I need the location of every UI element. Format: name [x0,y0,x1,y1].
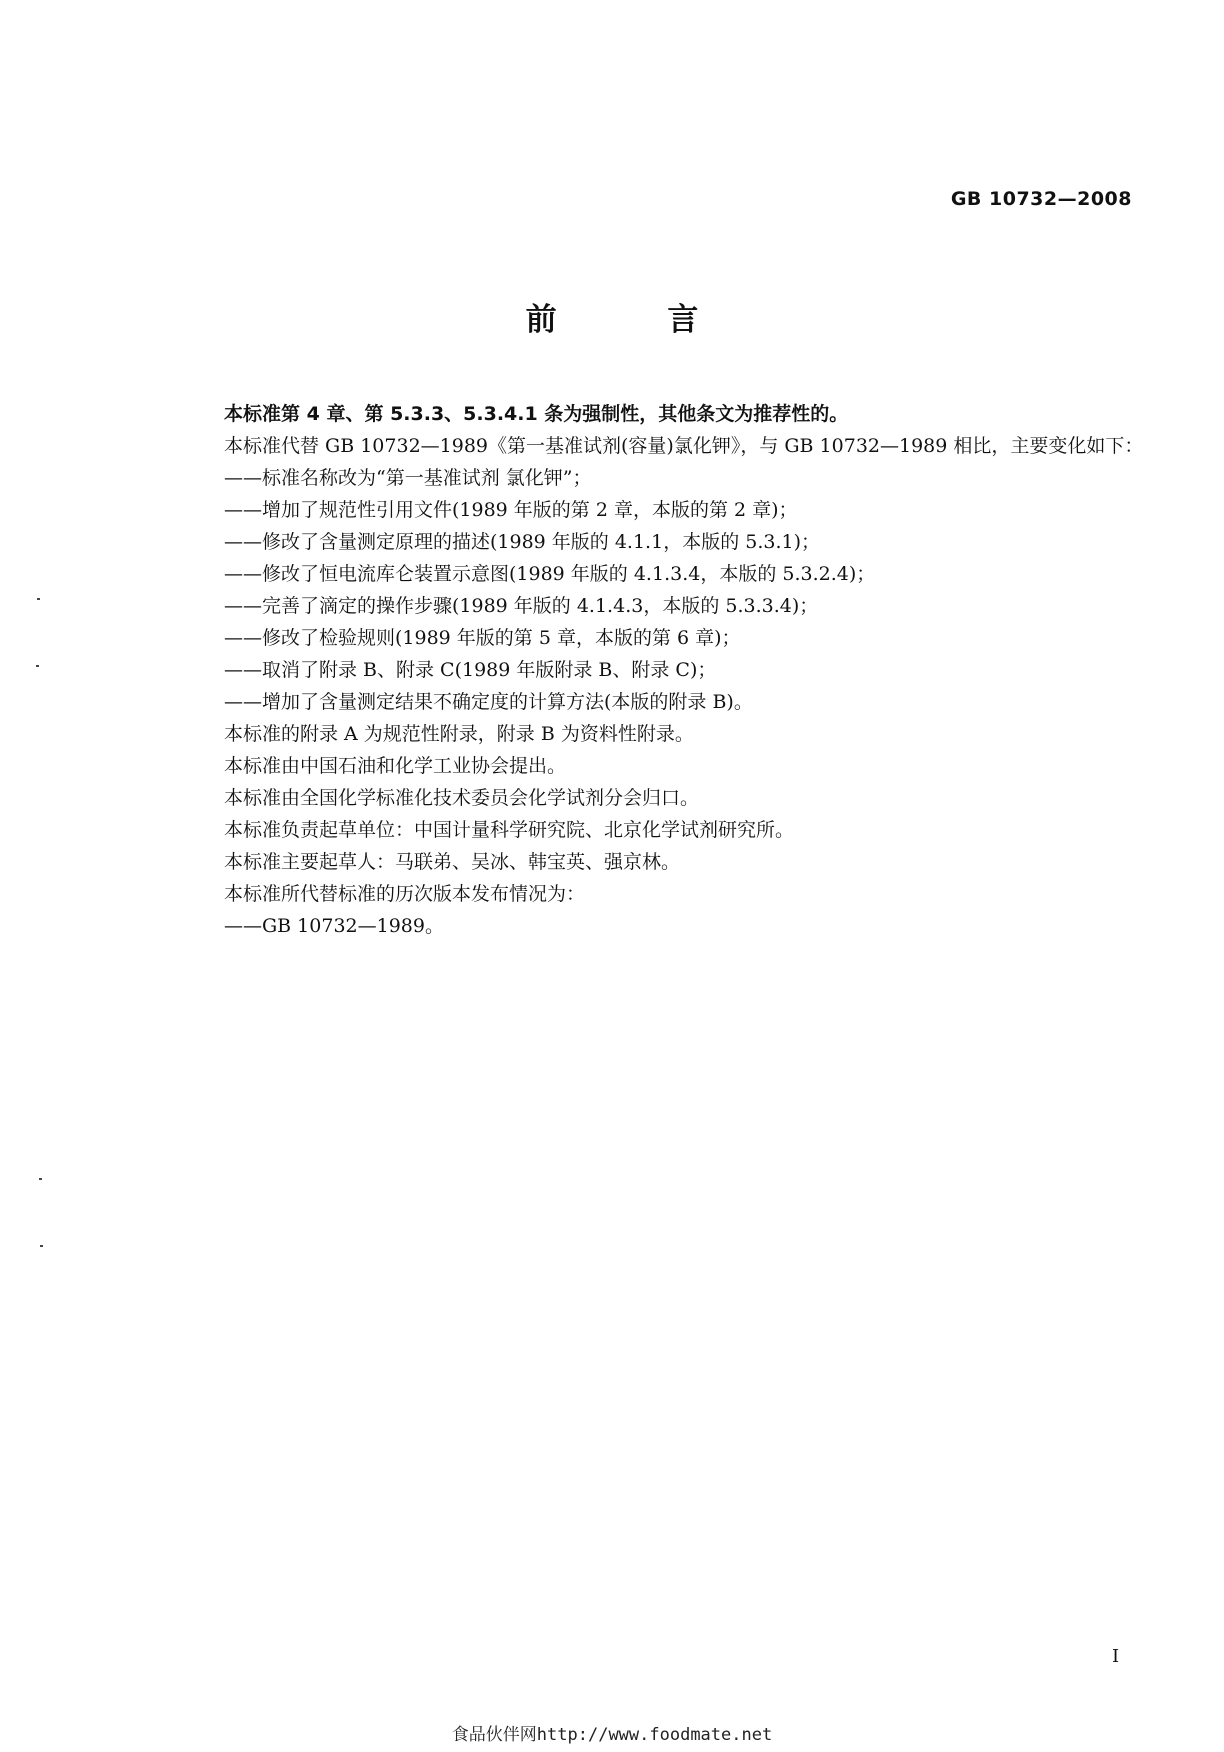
page-title: 前 言 [525,302,749,338]
scan-mark [37,598,40,600]
list-item: ——修改了检验规则(1989 年版的第 5 章，本版的第 6 章)； [224,627,741,649]
foreword-body [165,398,1150,942]
list-item: ——修改了含量测定原理的描述(1989 年版的 4.1.1，本版的 5.3.1)； [224,531,820,553]
replacement-statement: 本标准代替 GB 10732—1989《第一基准试剂(容量)氯化钾》，与 GB 10732—1989 相比，主要变化如下： [224,435,1144,457]
history-list [165,910,1150,942]
scan-mark [39,1178,42,1180]
proposer-statement: 本标准由中国石油和化学工业协会提出。 [224,755,567,777]
list-item: ——取消了附录 B、附录 C(1989 年版附录 B、附录 C)； [224,659,717,681]
list-item: ——增加了规范性引用文件(1989 年版的第 2 章，本版的第 2 章)； [224,499,798,521]
list-item: ——修改了恒电流库仑装置示意图(1989 年版的 4.1.3.4，本版的 5.3.2.4)； [224,563,876,585]
drafters-statement: 本标准主要起草人：马联弟、吴冰、韩宝英、强京林。 [224,851,681,873]
history-statement: 本标准所代替标准的历次版本发布情况为： [224,883,586,905]
list-item: ——GB 10732—1989。 [224,915,444,937]
responsible-committee-statement: 本标准由全国化学标准化技术委员会化学试剂分会归口。 [224,787,700,809]
annex-statement: 本标准的附录 A 为规范性附录，附录 B 为资料性附录。 [224,723,694,745]
mandatory-clause-statement: 本标准第 4 章、第 5.3.3、5.3.4.1 条为强制性，其他条文为推荐性的。 [224,403,849,425]
list-item: ——标准名称改为“第一基准试剂 氯化钾”； [224,467,592,489]
page-number: I [1112,1646,1120,1667]
scan-mark [40,1245,43,1247]
changes-list [165,462,1150,718]
list-item: ——增加了含量测定结果不确定度的计算方法(本版的附录 B)。 [224,691,753,713]
list-item: ——完善了滴定的操作步骤(1989 年版的 4.1.4.3，本版的 5.3.3.4)； [224,595,819,617]
drafting-units-statement: 本标准负责起草单位：中国计量科学研究院、北京化学试剂研究所。 [224,819,795,841]
footer-watermark: 食品伙伴网http://www.foodmate.net [451,1725,773,1745]
scan-mark [36,665,39,667]
standard-code: GB 10732—2008 [950,188,1132,210]
